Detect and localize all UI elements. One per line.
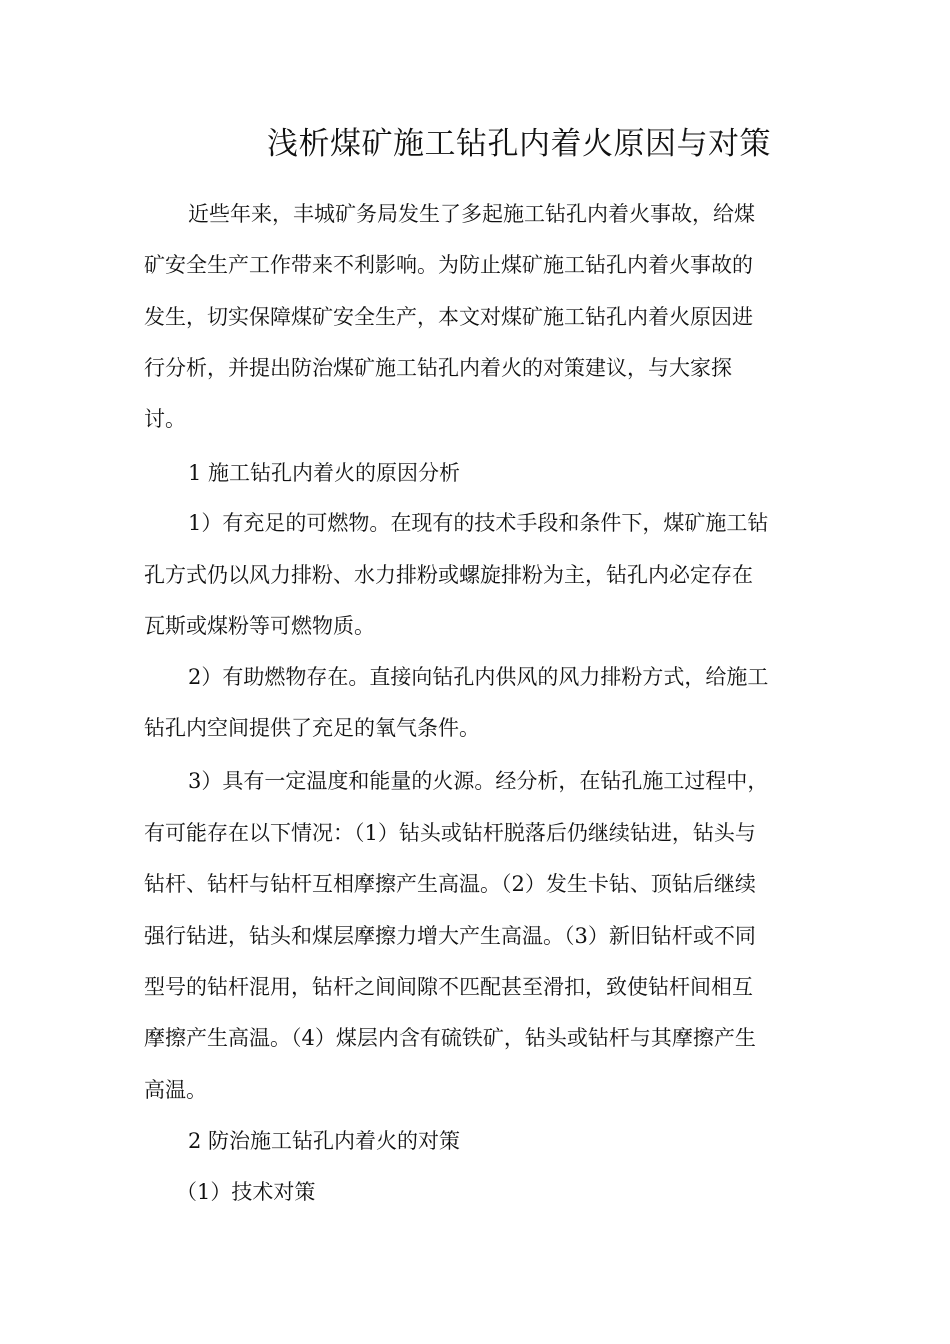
reason3-line-2: 有可能存在以下情况：（1）钻头或钻杆脱落后仍继续钻进，钻头与 [144,821,756,845]
reason1-line-3: 瓦斯或煤粉等可燃物质。 [144,614,375,638]
reason3-line-4: 强行钻进，钻头和煤层摩擦力增大产生高温。（3）新旧钻杆或不同 [144,924,756,948]
section2-heading: 2 防治施工钻孔内着火的对策 [188,1129,461,1153]
reason3-line-3: 钻杆、钻杆与钻杆互相摩擦产生高温。（2）发生卡钻、顶钻后继续 [144,872,756,896]
reason2-line-2: 钻孔内空间提供了充足的氧气条件。 [144,716,480,740]
reason1-line-1: 1）有充足的可燃物。在现有的技术手段和条件下，煤矿施工钻 [188,511,769,535]
subsection-heading: （1）技术对策 [176,1180,316,1204]
reason1-line-2: 孔方式仍以风力排粉、水力排粉或螺旋排粉为主，钻孔内必定存在 [144,563,753,587]
reason3-line-6: 摩擦产生高温。（4）煤层内含有硫铁矿，钻头或钻杆与其摩擦产生 [144,1026,756,1050]
intro-line-5: 讨。 [144,407,186,431]
reason3-line-7: 高温。 [144,1078,207,1102]
reason3-line-1: 3）具有一定温度和能量的火源。经分析，在钻孔施工过程中， [188,769,769,793]
reason2-line-1: 2）有助燃物存在。直接向钻孔内供风的风力排粉方式，给施工 [188,665,769,689]
intro-line-3: 发生，切实保障煤矿安全生产，本文对煤矿施工钻孔内着火原因进 [144,305,753,329]
intro-line-2: 矿安全生产工作带来不利影响。为防止煤矿施工钻孔内着火事故的 [144,253,753,277]
intro-line-1: 近些年来，丰城矿务局发生了多起施工钻孔内着火事故，给煤 [188,202,755,226]
intro-line-4: 行分析，并提出防治煤矿施工钻孔内着火的对策建议，与大家探 [144,356,732,380]
section1-heading: 1 施工钻孔内着火的原因分析 [188,461,461,485]
document-title: 浅析煤矿施工钻孔内着火原因与对策 [267,126,771,162]
reason3-line-5: 型号的钻杆混用，钻杆之间间隙不匹配甚至滑扣，致使钻杆间相互 [144,975,753,999]
